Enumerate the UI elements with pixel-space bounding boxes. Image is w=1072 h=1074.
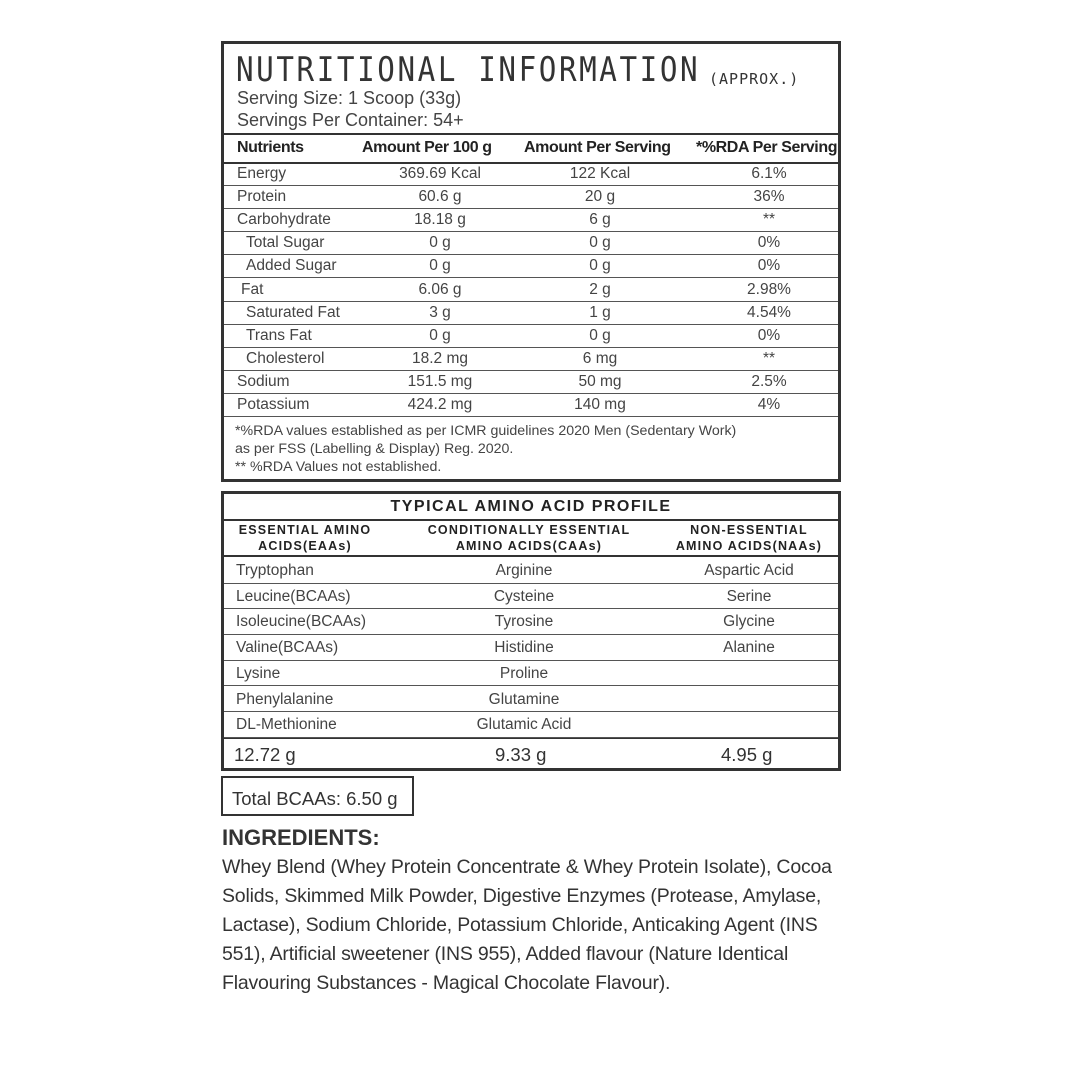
- nutrition-title: [236, 50, 800, 90]
- naa-name: Glycine: [723, 613, 775, 631]
- amount-per-100g: 0 g: [429, 326, 451, 344]
- rda-per-serving: **: [762, 349, 776, 367]
- header-naa-line2: AMINO ACIDS(NAAs): [675, 539, 823, 553]
- amino-row: [224, 634, 838, 661]
- nutrition-row: [224, 347, 838, 371]
- amount-per-100g: 3 g: [429, 303, 451, 321]
- nutrition-row: [224, 278, 838, 302]
- nutrition-row: [224, 231, 838, 255]
- nutrition-row: [224, 393, 838, 417]
- amount-per-100g: 424.2 mg: [407, 396, 473, 413]
- total-naa: 4.95 g: [721, 744, 773, 765]
- amount-per-100g: 369.69 Kcal: [399, 165, 481, 182]
- header-naa-line1: NON-ESSENTIAL: [690, 523, 808, 537]
- amount-per-serving: 6 mg: [582, 349, 618, 367]
- total-caa: 9.33 g: [495, 744, 547, 765]
- nutrient-name: Protein: [237, 188, 287, 206]
- amount-per-serving: 140 mg: [574, 396, 626, 413]
- amino-totals-row: [224, 738, 838, 769]
- header-per-100g: Amount Per 100 g: [362, 139, 492, 156]
- naa-name: Aspartic Acid: [704, 562, 794, 579]
- eaa-name: Valine(BCAAs): [236, 639, 339, 657]
- amount-per-serving: 0 g: [589, 234, 611, 252]
- caa-name: Histidine: [494, 639, 554, 657]
- eaa-name: Lysine: [236, 664, 281, 682]
- amount-per-serving: 1 g: [589, 303, 611, 321]
- nutrition-row: [224, 254, 838, 278]
- amino-row: [224, 583, 838, 610]
- serving-size: Serving Size: 1 Scoop (33g): [237, 88, 462, 108]
- naa-name: Serine: [726, 587, 772, 605]
- amount-per-serving: 20 g: [584, 188, 616, 206]
- eaa-name: DL-Methionine: [236, 716, 337, 734]
- amount-per-100g: 6.06 g: [418, 280, 462, 298]
- header-rda: *%RDA Per Serving: [696, 139, 838, 156]
- header-caa-line2: AMINO ACIDS(CAAs): [455, 539, 603, 553]
- nutrient-name: Total Sugar: [246, 234, 325, 252]
- header-eaa: [230, 522, 380, 554]
- nutrient-name: Saturated Fat: [246, 303, 340, 321]
- amount-per-100g: 18.18 g: [414, 211, 466, 229]
- amount-per-100g: 0 g: [429, 234, 451, 252]
- amount-per-serving: 50 mg: [578, 372, 622, 390]
- eaa-name: Leucine(BCAAs): [236, 587, 351, 605]
- servings-per-container: Servings Per Container: 54+: [237, 110, 464, 130]
- amount-per-serving: 122 Kcal: [569, 165, 631, 182]
- rda-per-serving: 36%: [753, 188, 785, 206]
- amount-per-serving: 0 g: [589, 257, 611, 275]
- amount-per-100g: 151.5 mg: [407, 372, 473, 390]
- rda-footnote: [235, 422, 736, 476]
- header-naa: [654, 522, 844, 554]
- rda-per-serving: 4.54%: [747, 303, 791, 321]
- amino-title: TYPICAL AMINO ACID PROFILE: [224, 494, 838, 521]
- amount-per-serving: 2 g: [589, 280, 611, 298]
- nutrient-name: Sodium: [237, 372, 290, 390]
- amount-per-serving: 0 g: [589, 326, 611, 344]
- rda-per-serving: 0%: [757, 234, 781, 252]
- caa-name: Cysteine: [493, 587, 555, 605]
- rda-per-serving: 6.1%: [751, 165, 787, 182]
- total-eaa: 12.72 g: [234, 744, 296, 765]
- header-nutrients: Nutrients: [237, 139, 304, 156]
- header-caa: [414, 522, 644, 554]
- nutrition-row: [224, 185, 838, 209]
- footnote-line: *%RDA values established as per ICMR guidelines 2020 Men (Sedentary Work): [235, 423, 737, 439]
- footnote-line: as per FSS (Labelling & Display) Reg. 2020.: [235, 441, 514, 457]
- nutrition-row: [224, 208, 838, 232]
- caa-name: Glutamine: [488, 690, 560, 708]
- bcaa-total-box: [221, 776, 414, 816]
- amino-row: [224, 557, 838, 584]
- header-caa-line1: CONDITIONALLY ESSENTIAL: [427, 523, 631, 537]
- caa-name: Arginine: [495, 562, 553, 579]
- nutrient-name: Potassium: [237, 396, 310, 413]
- amino-row: [224, 608, 838, 635]
- amino-row: [224, 711, 838, 738]
- nutrition-row: [224, 324, 838, 348]
- rda-per-serving: **: [762, 211, 776, 229]
- nutrient-name: Trans Fat: [246, 326, 312, 344]
- caa-name: Tyrosine: [494, 613, 554, 631]
- eaa-name: Phenylalanine: [236, 690, 334, 708]
- amount-per-100g: 0 g: [429, 257, 451, 275]
- nutrition-row: [224, 301, 838, 325]
- amino-row: [224, 660, 838, 687]
- caa-name: Proline: [499, 664, 549, 682]
- nutrition-title-suffix: (APPROX.): [709, 70, 800, 88]
- header-per-serving: Amount Per Serving: [524, 139, 671, 156]
- nutrient-name: Energy: [237, 165, 287, 182]
- ingredients-title: INGREDIENTS:: [222, 825, 380, 850]
- header-eaa-line1: ESSENTIAL AMINO: [238, 523, 372, 537]
- nutrient-name: Added Sugar: [246, 257, 337, 275]
- footnote-line: ** %RDA Values not established.: [235, 459, 442, 475]
- nutrition-panel: [221, 41, 841, 482]
- rda-per-serving: 0%: [757, 326, 781, 344]
- naa-name: Alanine: [723, 639, 775, 657]
- eaa-name: Isoleucine(BCAAs): [236, 613, 367, 631]
- nutrition-row: [224, 370, 838, 394]
- amino-panel: [221, 491, 841, 771]
- amino-row: [224, 686, 838, 713]
- nutrition-header-row: [224, 133, 838, 164]
- amount-per-100g: 60.6 g: [418, 188, 462, 206]
- amount-per-serving: 6 g: [589, 211, 611, 229]
- bcaa-total: Total BCAAs: 6.50 g: [232, 788, 398, 809]
- ingredients-text: Whey Blend (Whey Protein Concentrate & Whey Protein Isolate), Cocoa Solids, Skimmed Milk Powder, Digestive Enzymes (Protease, Amylase, Lactase), Sodium Chloride, Potassium Chloride, Anticaking Agent (INS 551), Artificial sweetener (INS 955), Added flavour (Nature Identical Flavouring Substances - Magical Chocolate Flavour).: [222, 856, 832, 994]
- rda-per-serving: 0%: [757, 257, 781, 275]
- eaa-name: Tryptophan: [236, 562, 314, 579]
- nutrition-title-main: NUTRITIONAL INFORMATION: [236, 50, 701, 90]
- rda-per-serving: 2.5%: [751, 372, 787, 390]
- amount-per-100g: 18.2 mg: [411, 349, 468, 367]
- nutrient-name: Cholesterol: [246, 349, 325, 367]
- caa-name: Glutamic Acid: [476, 716, 572, 734]
- nutrient-name: Fat: [241, 280, 264, 298]
- nutrition-row: [224, 162, 838, 186]
- header-eaa-line2: ACIDS(EAAs): [258, 539, 352, 553]
- nutrient-name: Carbohydrate: [237, 211, 331, 229]
- rda-per-serving: 4%: [757, 396, 781, 413]
- rda-per-serving: 2.98%: [747, 280, 791, 298]
